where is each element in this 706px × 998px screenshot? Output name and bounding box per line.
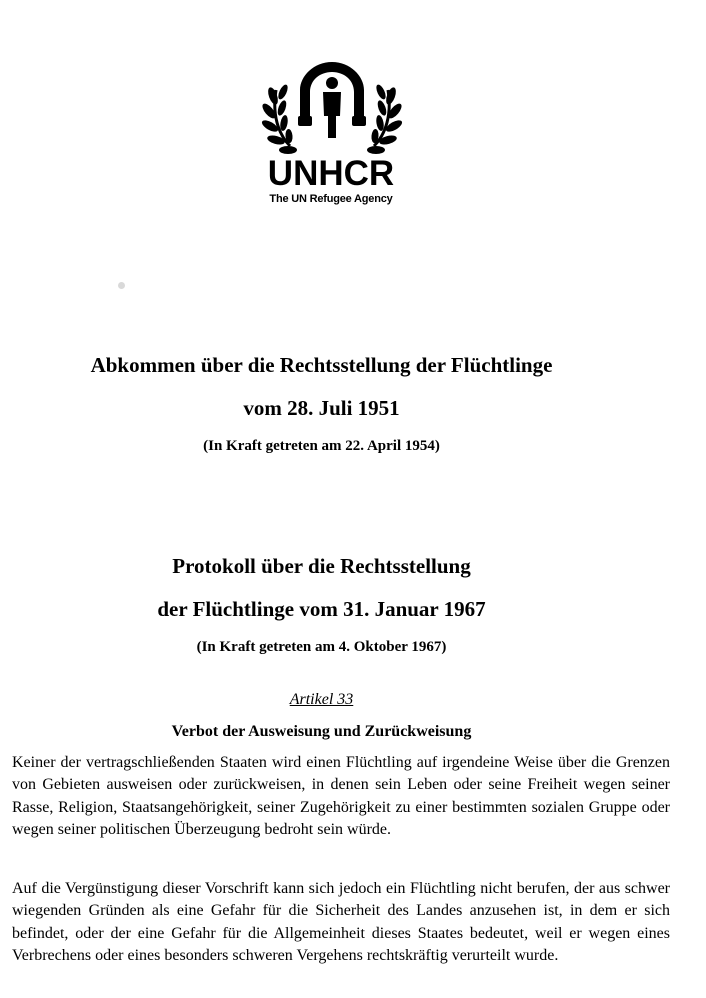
article-number: Artikel 33 [289,691,354,708]
unhcr-emblem-icon [256,56,408,156]
article-paragraph-2: Auf die Vergünstigung dieser Vorschrift kann sich jedoch ein Flüchtling nicht berufen, der aus schwer wiegenden Gründen als eine Gefahr für die Sicherheit des Landes anzusehen ist, in dem er sich befindet, oder der eine Gefahr für die Allgemeinheit dieses Staates bedeutet, weil er wegen eines Verbrechens oder eines besonders schweren Vergehens rechtskräftig verurteilt wurde. [12,880,670,964]
unhcr-logo [256,56,408,208]
convention-title-line2: vom 28. Juli 1951 [243,396,400,420]
protocol-title-line1: Protokoll über die Rechtsstellung [172,554,471,578]
scan-speck [118,282,125,289]
logo-tagline: The UN Refugee Agency [269,193,393,205]
protocol-in-force: (In Kraft getreten am 4. Oktober 1967) [196,639,447,655]
article-paragraph-1: Keiner der vertragschließenden Staaten wird einen Flüchtling auf irgendeine Weise über die Grenzen von Gebieten ausweisen oder zurückweisen, in denen sein Leben oder seine Freiheit wegen seiner Rasse, Religion, Staatsangehörigkeit, seiner Zugehörigkeit zu einer bestimmten sozialen Gruppe oder wegen seiner politischen Überzeugung bedroht sein würde. [12,754,670,838]
convention-title-line1: Abkommen über die Rechtsstellung der Flüchtlinge [90,353,553,377]
convention-in-force: (In Kraft getreten am 22. April 1954) [203,438,440,454]
protocol-title-line2: der Flüchtlinge vom 31. Januar 1967 [157,597,486,621]
logo-wordmark: UNHCR [267,154,395,193]
article-title: Verbot der Ausweisung und Zurückweisung [171,723,472,740]
